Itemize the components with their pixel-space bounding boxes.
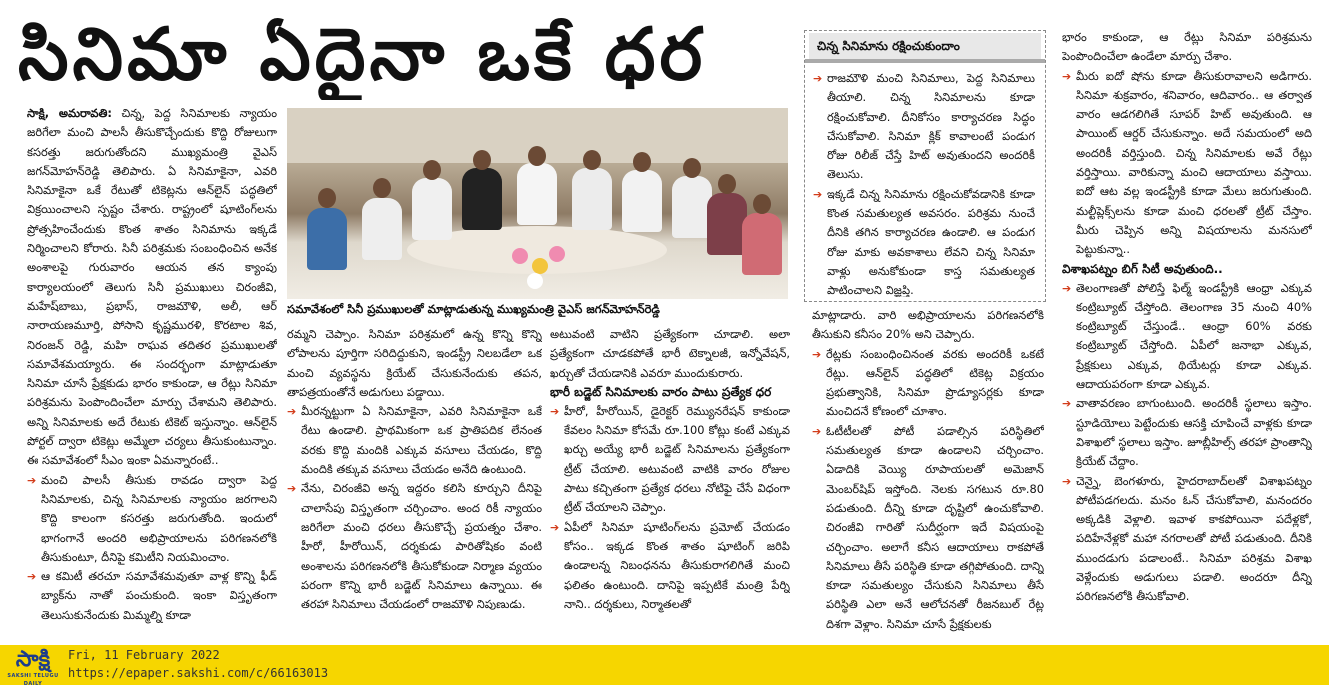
list-item: [287, 402, 542, 479]
list-item-text: ఇక్కడే చిన్న సినిమాను రక్షించుకోవడానికి కూడా కొంత సమతుల్యత అవసరం. పరిశ్రమ నుంచే దీనికి తగిన కార్యాచరణ ఉండాలి. ఆ పండుగ రోజు మాకు అవకాశాలు లేవని చిన్న సినిమా వాళ్లు అనుకోకుండా కాస్త సమతుల్యత పాటించాలని విజ్ఞప్తి.: [827, 186, 1035, 297]
box-title: చిన్న సినిమాను రక్షించుకుందాం: [809, 33, 1041, 59]
arrow-icon: ➔: [1062, 397, 1072, 411]
column-1-intro: [27, 104, 277, 471]
list-item-text: రాజమౌళి మంచి సినిమాలు, పెద్ద సినిమాలు తీయాలి. చిన్న సినిమాలను కూడా రక్షించుకోవాలి. దీనికోసం కార్యాచరణ సిద్ధం చేసుకోవాలి. సినిమా క్లిక్‌ కావాలంటే పండుగ రోజు రిలీజ్‌ చేస్తే హిట్‌ అవుతుందని అందరికీ తెలుసు.: [827, 71, 1035, 182]
photo-head: [633, 152, 651, 172]
list-item-text: వాతావరణం బాగుంటుంది. అందరికీ స్థలాలు ఇస్తాం. స్టూడియోలు పెట్టేందుకు ఆసక్తి చూపించే వాళ్లకు కూడా విశాఖలో స్థలాలు ఇస్తాం. జూబ్లీహిల్స్‌ తరహా ప్రాంతాన్ని క్రియేట్‌ చేద్దాం.: [1076, 396, 1312, 469]
arrow-icon: ➔: [1062, 281, 1072, 295]
footer-bar: [0, 645, 1329, 685]
arrow-icon: ➔: [550, 520, 560, 534]
list-item-text: ఏపీలో సినిమా షూటింగ్‌లను ప్రమోట్‌ చేయడం కోసం.. ఇక్కడ కొంత శాతం షూటింగ్‌ జరిపి ఉండాలన్న నిబంధనను తీసుకురాగలిగితే మంచి ఫలితం ఉంటుంది. దానిపై ఇప్పటికే మంత్రి పేర్ని నాని.. దర్శకులు, నిర్మాతలతో: [564, 519, 790, 611]
logo-text: సాక్షి: [15, 647, 51, 672]
arrow-icon: ➔: [287, 405, 297, 419]
list-item: [550, 402, 790, 518]
meeting-photo: [287, 108, 788, 300]
arrow-icon: ➔: [812, 347, 822, 361]
arrow-icon: ➔: [287, 482, 297, 496]
arrow-icon: ➔: [550, 404, 560, 418]
list-item: [27, 471, 277, 567]
column-3-text: అటువంటి వాటిని ప్రత్యేకంగా చూడాలి. అలా ప్రత్యేకంగా చూడకపోతే భారీ టెక్నాలజీ, ఇన్నోవేషన్, ఖర్చుతో చేయడానికి ఎవరూ ముందుకురారు.: [550, 327, 790, 380]
list-item-text: చెన్నై, బెంగళూరు, హైదరాబాద్‌లతో విశాఖపట్నం పోటీపడగలదు. మనం ఓన్‌ చేసుకోవాలి, మనందరం అక్కడికి వెళ్లాలి. ఇవాళ కాకపోయినా పదేళ్లకో, పదిహేనేళ్లకో మహా నగరాలతో పోటీ పడుతుంది. దీనికి ముందడుగు పడాలంటే.. సినిమా పరిశ్రమ విశాఖ వెళ్లేందుకు అడుగులు పడాలి. అందరూ దీన్ని పరిగణనలోకి తీసుకోవాలి.: [1076, 473, 1312, 604]
list-item: [812, 345, 1044, 422]
photo-head: [528, 146, 546, 166]
column-4-text: మాట్లాడారు. వారి అభిప్రాయాలను పరిగణనలోకి తీసుకుని కనీసం 20% అని చెప్పారు.: [812, 308, 1044, 342]
photo-head: [718, 174, 736, 194]
photo-person: [307, 208, 347, 270]
epaper-link[interactable]: https://epaper.sakshi.com/c/66163013: [68, 666, 329, 680]
list-item-text: మంచి పాలసీ తీసుకు రావడం ద్వారా పెద్ద సినిమాలకు, చిన్న సినిమాలకు న్యాయం జరగాలని కొద్ది కాలంగా కసరత్తు జరుగుతోంది. ఇందులో భాగంగానే అందరి అభిప్రాయాలను పరిగణనలోకి తీసుకుంటూ, దీనిపై కమిటీని నియమించాం.: [41, 472, 277, 564]
list-item: [812, 422, 1044, 634]
photo-head: [423, 160, 441, 180]
photo-person: [622, 170, 662, 232]
list-item-text: హీరో, హీరోయిన్, డైరెక్టర్‌ రెమ్యునరేషన్‌ కాకుండా కేవలం సినిమా కోసమే రూ.100 కోట్లు కంటే ఎక్కువ ఖర్చు అయ్యే భారీ బడ్జెట్‌ సినిమాలను ప్రత్యేకంగా ట్రీట్‌ చేయాలి. అటువంటి వాటికి వారం రోజుల పాటు కచ్చితంగా ప్రత్యేక ధరలు నోటిఫై చేసే విధంగా ట్రీట్‌ చేయాలని చెప్పాం.: [564, 403, 790, 515]
photo-caption: సమావేశంలో సినీ ప్రముఖులతో మాట్లాడుతున్న ముఖ్యమంత్రి వైఎస్‌ జగన్‌మోహన్‌రెడ్డి: [287, 299, 788, 319]
column-2-text: రమ్మని చెప్పాం. సినిమా పరిశ్రమలో ఉన్న కొన్ని కొన్ని లోపాలను పూర్తిగా సరిదిద్దుకుని, ఇండస్ట్రీ నిలబడేలా ఒక మంచి వ్యవస్థను క్రియేట్‌ చేసుకునేందుకు తపన, తాపత్రయంతోనే అడుగులు పడ్డాయి.: [287, 327, 542, 399]
photo-person: [742, 213, 782, 275]
column-5: [1062, 28, 1312, 643]
list-item: [1062, 67, 1312, 260]
arrow-icon: ➔: [813, 72, 823, 85]
list-item: [813, 185, 1035, 297]
photo-head: [683, 158, 701, 178]
arrow-icon: ➔: [27, 570, 37, 584]
column-3: [550, 325, 790, 643]
subheading: విశాఖపట్నం బిగ్‌ సిటీ అవుతుంది..: [1062, 261, 1223, 276]
list-item-text: ఆ కమిటీ తరచూ సమావేశమవుతూ వాళ్ల కొన్ని ఫీడ్‌ బ్యాక్‌ను నాతో పంచుకుంది. ఇంకా విస్తృతంగా తెలుసుకునేందుకు మిమ్మల్ని కూడా: [41, 569, 277, 622]
list-item-text: మీరన్నట్టుగా ఏ సినిమాకైనా, ఎవరి సినిమాకైనా ఒకే రేటు ఉండాలి. ప్రాథమికంగా ఒక ప్రాతిపదిక లేనంత వరకు కొద్ది మందికి ఎక్కువ వసూలు చేయడం, కొద్ది మందికి తక్కువ వసూలు చేయడం అనేది ఉంటుంది.: [301, 404, 542, 477]
list-item-text: తెలంగాణతో పోలిస్తే ఫిల్మ్‌ ఇండస్ట్రీకి ఆంధ్రా ఎక్కువ కంట్రిబ్యూట్‌ చేస్తోంది. తెలంగాణ 35 నుంచి 40% కంట్రిబ్యూట్‌ చేస్తుండే.. ఆంధ్రా 60% వరకు కంట్రిబ్యూట్‌ చేస్తోంది. ఏపీలో జనాభా ఎక్కువ, ప్రేక్షకులు ఎక్కువ, థియేటర్లు కూడా ఎక్కువ. ఆదాయపరంగా కూడా ఎక్కువ.: [1076, 280, 1312, 392]
list-item: [1062, 279, 1312, 395]
photo-head: [583, 150, 601, 170]
edition-date: Fri, 11 February 2022: [68, 648, 220, 662]
flower: [549, 246, 565, 262]
photo-person: [572, 168, 612, 230]
list-item: [813, 69, 1035, 185]
flower: [527, 273, 543, 289]
arrow-icon: ➔: [1062, 474, 1072, 488]
logo-subtitle: SAKSHI TELUGU DAILY: [7, 673, 59, 687]
photo-head: [753, 194, 771, 214]
photo-head: [373, 178, 391, 198]
subheading: భారీ బడ్జెట్‌ సినిమాలకు వారం పాటు ప్రత్యేక ధర: [550, 384, 772, 399]
photo-head: [318, 188, 336, 208]
list-item-text: మీరు ఐదో షోను కూడా తీసుకురావాలని అడిగారు. సినిమా శుక్రవారం, శనివారం, ఆదివారం.. ఆ తర్వాత వారం ఆడగలిగితే సూపర్‌ హిట్‌ అవుతుంది. ఆ పాయింట్‌ ఆర్డర్‌ చేసుకున్నాం. అదే సమయంలో అది అందరికీ వర్తిస్తుంది. చిన్న సినిమాలకు అవే రేట్లు వర్తిస్తాయి. వారికున్నా మంచి ఆదాయాలు వస్తాయి. ఐదో ఆట వల్ల ఇండస్ట్రీకి కూడా మేలు జరుగుతుంది. మల్టీప్లెక్స్‌లను కూడా మంచి ధరలతో ట్రీట్‌ చేస్తాం. మీరు చెప్పిన అన్ని విషయాలను మనసులో పెట్టుకున్నా..: [1076, 68, 1312, 257]
list-item-text: నేను, చిరంజీవి అన్న ఇద్దరం కలిసి కూర్చుని దీనిపై చాలాసేపు విస్తృతంగా చర్చించాం. అంద రికీ న్యాయం జరిగేలా మంచి ధరలు తీసుకొచ్చే ప్రయత్నం చేశాం. హీరో, హీరోయిన్, దర్శకుడు పారితోషికం వంటి అంశాలను పరిగణనలోకి తీసుకోకుండా నిర్మాణ వ్యయం పరంగా కొన్ని భారీ బడ్జెట్‌ సినిమాలు ఉన్నాయి. ఈ తరహా సినిమాలు చేయడంలో రాజమౌళి నిపుణుడు.: [301, 481, 542, 612]
list-item-text: ఓటీటీలతో పోటీ పడాల్సిన పరిస్థితిలో సమతుల్యత కూడా ఉండాలని చర్చించాం. ఏడాదికి వెయ్యి రూపాయలతో అమెజాన్‌ మెంబర్‌షిప్‌ ఇస్తోంది. నెలకు సగటున రూ.80 పడుతుంది. దీన్ని కూడా దృష్టిలో ఉంచుకోవాలి. చిరంజీవి గారితో సుదీర్ఘంగా ఇదే విషయంపై చర్చించాం. అలాగే కనీస ఆదాయాలు రాకపోతే సినిమాలు తీసే పరిస్థితి కూడా తగ్గిపోతుంది. దాన్ని కూడా సమతుల్యం చేసుకుని సినిమాలు తీసే పరిస్థితి ఎలా అనే ఆలోచనతో రీజనబుల్‌ రేట్ల దిశగా వెళ్లాం. సినిమా చూసే ప్రేక్షకులకు: [826, 423, 1044, 631]
list-item: [550, 518, 790, 614]
list-item: [1062, 472, 1312, 607]
flower: [512, 248, 528, 264]
flower: [532, 258, 548, 274]
arrow-icon: ➔: [813, 187, 823, 201]
column-5-text: భారం కాకుండా, ఆ రేట్లు సినిమా పరిశ్రమను పెంపొందించేలా ఉండేలా మార్పు చేశాం.: [1062, 30, 1312, 64]
photo-person: [517, 163, 557, 225]
sidebar-box: [804, 30, 1046, 302]
photo-person: [672, 176, 712, 238]
list-item: [1062, 394, 1312, 471]
headline: సినిమా ఏదైనా ఒకే ధర: [18, 12, 707, 96]
arrow-icon: ➔: [812, 424, 822, 438]
box-divider: [805, 59, 1045, 63]
box-body: [813, 69, 1035, 297]
sakshi-logo[interactable]: [4, 647, 62, 687]
photo-person: [707, 193, 747, 255]
list-item-text: రేట్లకు సంబంధించినంత వరకు అందరికీ ఒకటే రేట్లు. ఆన్‌లైన్‌ పద్ధతిలో టికెట్ల విక్రయం ప్రభుత్వానికి, సినిమా ప్రొడ్యూసర్లకు కూడా మంచిదనే కోణంలో చూశాం.: [826, 346, 1044, 419]
dateline: సాక్షి, అమరావతి:: [27, 106, 112, 120]
photo-person: [462, 168, 502, 230]
list-item: [27, 567, 277, 625]
intro-text: చిన్న, పెద్ద సినిమాలకు న్యాయం జరిగేలా మంచి పాలసీ తీసుకొచ్చేందుకు కొద్ది రోజులుగా కసరత్తు జరుగుతోందని ముఖ్యమంత్రి వైఎస్‌ జగన్‌మోహన్‌రెడ్డి తెలిపారు. ఏ సినిమాకైనా, ఎవరి సినిమాకైనా ఒకే రేటుతో టికెట్లను ఆన్‌లైన్‌ పద్ధతిలో విక్రయించాలని స్పష్టం చేశారు. రాష్ట్రంలో షూటింగ్‌లను ప్రోత్సహించేందుకు కొంత శాతం సినిమాను ఇక్కడే నిర్మించాలని కోరారు. సినీ పరిశ్రమకు సంబంధించిన అనేక అంశాలపై గురువారం ఆయన తన క్యాంపు కార్యాలయంలో తెలుగు సినీ ప్రముఖులు చిరంజీవి, మహేష్‌బాబు, ప్రభాస్, రాజమౌళి, అలీ, ఆర్‌ నారాయణమూర్తి, పోసాని కృష్ణమురళి, కొరటాల శివ, నిరంజన్‌ రెడ్డి, మహి రాఘవ తదితర ప్రముఖులతో సమావేశమయ్యారు. ఈ సందర్భంగా మాట్లాడుతూ సినిమా చూసే ప్రేక్షకుడు భారం కాకుండా, ఆ రేట్లు సినిమా పరిశ్రమను పెంపొందించేలా మార్పు చేశామని తెలిపారు. అన్ని సినిమాలకు అదే రేటుకు టికెట్‌ ఇస్తున్నాం. ఆన్‌లైన్‌ పోర్టల్‌ ద్వారా టికెట్లు అమ్మేలా చర్యలు తీసుకుంటున్నాం. ఈ సమావేశంలో సీఎం ఇంకా ఏమన్నారంటే..: [27, 106, 277, 468]
arrow-icon: ➔: [27, 473, 37, 487]
photo-person: [362, 198, 402, 260]
column-2: [287, 325, 542, 643]
list-item: [287, 479, 542, 614]
photo-head: [473, 150, 491, 170]
column-4: [812, 306, 1044, 643]
photo-person: [412, 178, 452, 240]
column-1: [27, 104, 277, 644]
arrow-icon: ➔: [1062, 69, 1072, 83]
